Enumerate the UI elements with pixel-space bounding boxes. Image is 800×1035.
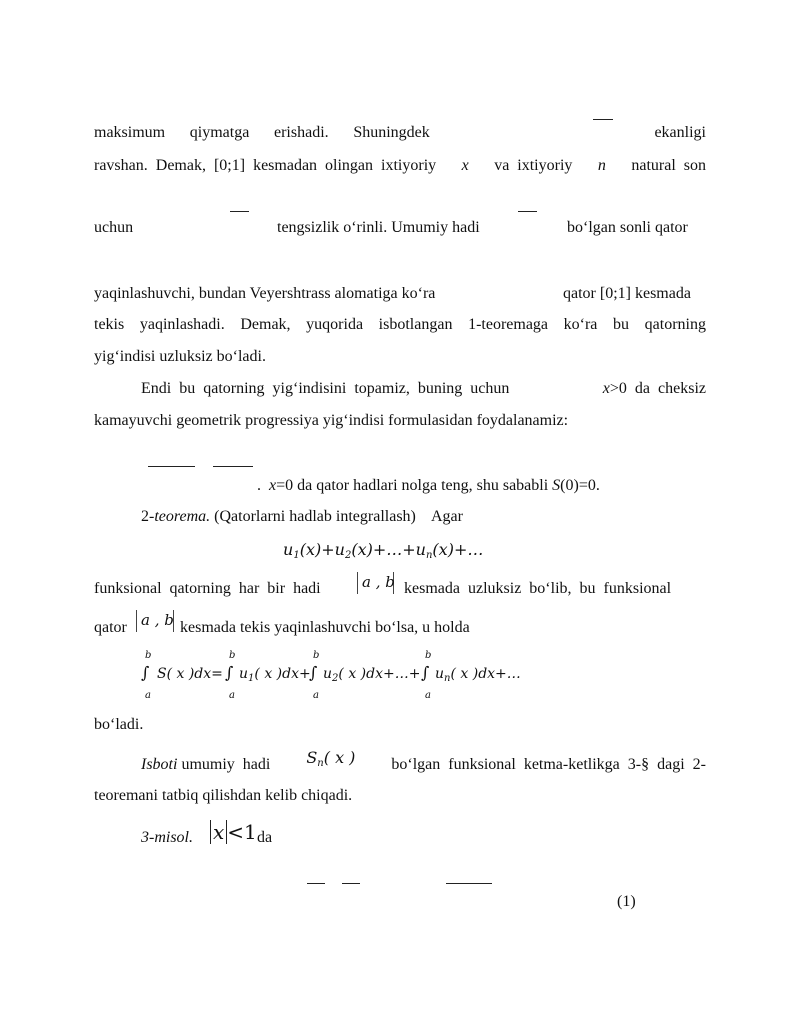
- upper-limit: b: [229, 650, 236, 661]
- proof-word: Isboti: [141, 756, 178, 773]
- ellipsis: …: [386, 540, 403, 559]
- ellipsis: …: [467, 540, 484, 559]
- integral-sign: ∫: [309, 663, 318, 682]
- lower-limit: a: [313, 690, 319, 701]
- integral-sign: ∫: [225, 663, 234, 682]
- paragraph-line-1: [94, 124, 706, 142]
- sn-of-x: [306, 748, 355, 769]
- subscript: n: [425, 550, 433, 561]
- theorem-number: 2-: [141, 508, 155, 525]
- word: qiymatga: [189, 124, 250, 141]
- fraction-bar: [342, 883, 360, 884]
- fraction-bar: [446, 883, 492, 884]
- paragraph-line-3a: uchun: [94, 219, 134, 236]
- word: ko‘ra: [563, 316, 598, 333]
- text-run-group: [141, 756, 270, 777]
- lower-limit: a: [229, 690, 235, 701]
- paragraph-line-13b: kesmada tekis yaqinlashuvchi bo‘lsa, u holda: [180, 619, 470, 636]
- subscript: 2: [344, 550, 352, 561]
- series-formula: $u_1(x)+u_2(x)+\dots+u_n(x)+\dots$: [283, 540, 484, 561]
- word: isbotlangan: [378, 316, 453, 333]
- lower-limit: a: [145, 690, 151, 701]
- text-run: umumiy hadi: [181, 756, 271, 773]
- var-x: x: [357, 540, 367, 559]
- integral-term: $u_n$( x )dx+…: [435, 666, 521, 684]
- variable-s: S: [552, 477, 561, 494]
- word: erishadi.: [274, 124, 329, 141]
- example-da: da: [257, 829, 273, 846]
- var-x: x: [213, 820, 225, 844]
- paragraph-line-6: yig‘indisi uzluksiz bo‘ladi.: [94, 348, 266, 365]
- abs-bars: [210, 820, 227, 844]
- paragraph-line-13a: qator: [94, 619, 127, 636]
- lower-limit: a: [425, 690, 431, 701]
- text-run: .: [257, 477, 261, 494]
- paragraph-line-12a: funksional qatorning har bir hadi: [94, 580, 321, 597]
- text-run-group: [603, 380, 706, 398]
- var-x: x: [305, 540, 315, 559]
- plus: +: [372, 540, 387, 559]
- proof-line-2: teoremani tatbiq qilishdan kelib chiqadi.: [94, 787, 353, 804]
- upper-limit: b: [313, 650, 320, 661]
- paragraph-line-8: kamayuvchi geometrik progressiya yig‘indisi formulasidan foydalanamiz:: [94, 412, 569, 429]
- text-run: bo‘lgan funksional ketma-ketlikga 3-§ dagi 2-: [391, 756, 706, 773]
- fraction-bar: [307, 883, 325, 884]
- plus: +: [321, 540, 335, 559]
- word: ekanligi: [654, 124, 706, 141]
- proof-line-1: [141, 748, 706, 777]
- text-run: =0 da qator hadlari nolga teng, shu sababli: [276, 477, 549, 494]
- word: Demak,: [240, 316, 291, 333]
- equation-number: (1): [617, 893, 636, 910]
- theorem-text: (Qatorlarni hadlab integrallash) Agar: [214, 508, 463, 525]
- less-than-one: <1: [227, 820, 257, 844]
- paragraph-line-3c: bo‘lgan sonli qator: [567, 219, 688, 236]
- text-run: >0 da cheksiz: [609, 380, 706, 397]
- text-run: ravshan. Demak, [0;1] kesmadan olingan ixtiyoriy: [94, 157, 437, 174]
- word: Shuningdek: [353, 124, 430, 141]
- theorem-heading: [141, 508, 463, 526]
- term-u: u: [334, 540, 345, 559]
- paragraph-line-4a: yaqinlashuvchi, bundan Veyershtrass alomatiga ko‘ra: [94, 285, 436, 302]
- text-run: (0)=0.: [560, 477, 600, 494]
- text-run: Endi bu qatorning yig‘indisini topamiz, buning uchun: [141, 380, 510, 397]
- text-run: natural son: [631, 157, 706, 174]
- word: bu: [613, 316, 630, 333]
- word: qatorning: [644, 316, 706, 333]
- variable-x: x: [602, 380, 610, 397]
- paragraph-line-4b: qator [0;1] kesmada: [563, 285, 691, 302]
- variable-n: n: [597, 157, 606, 174]
- paragraph-line-3b: tengsizlik o‘rinli. Umumiy hadi: [277, 219, 480, 236]
- integral-term: S( x )dx=: [157, 666, 223, 682]
- paragraph-line-12b: kesmada uzluksiz bo‘lib, bu funksional: [404, 580, 672, 597]
- paragraph-line-5: [94, 316, 706, 334]
- integral-sign: ∫: [141, 663, 150, 682]
- integral-term: $u_1$( x )dx+: [239, 666, 311, 684]
- integral-sign: ∫: [421, 663, 430, 682]
- fraction-bar: [230, 211, 249, 212]
- term-u: u: [415, 540, 426, 559]
- paragraph-line-9: [257, 477, 600, 495]
- paragraph-line-2: [94, 157, 706, 175]
- subscript: n: [317, 758, 324, 769]
- example-label: 3-misol.: [141, 829, 193, 846]
- word: maksimum: [94, 124, 166, 141]
- theorem-word: teorema.: [154, 508, 211, 525]
- word: tekis: [94, 316, 125, 333]
- plus: +: [402, 540, 416, 559]
- plus: +: [453, 540, 468, 559]
- subscript: 1: [293, 550, 300, 561]
- variable-x: x: [269, 477, 277, 494]
- upper-limit: b: [425, 650, 432, 661]
- variable-x: x: [461, 157, 469, 174]
- fraction-bar: [213, 466, 253, 467]
- fraction-bar: [148, 466, 195, 467]
- upper-limit: b: [145, 650, 152, 661]
- argument: ( x ): [323, 748, 356, 767]
- paragraph-line-7: [141, 380, 706, 398]
- integral-term: $u_2$( x )dx+…+: [323, 666, 421, 684]
- interval-ab: a , b: [362, 573, 395, 591]
- fraction-bar: [518, 211, 537, 212]
- word: 1-teoremaga: [468, 316, 549, 333]
- paragraph-line-15: bo‘ladi.: [94, 716, 144, 733]
- fraction-bar: [593, 119, 613, 120]
- term-u: u: [283, 540, 294, 559]
- interval-ab: a , b: [141, 611, 174, 629]
- text-run: va ixtiyoriy: [494, 157, 573, 174]
- var-x: x: [438, 540, 448, 559]
- s-letter: S: [306, 748, 318, 767]
- word: yaqinlashadi.: [139, 316, 225, 333]
- word: yuqorida: [306, 316, 364, 333]
- abs-inequality: [210, 820, 257, 844]
